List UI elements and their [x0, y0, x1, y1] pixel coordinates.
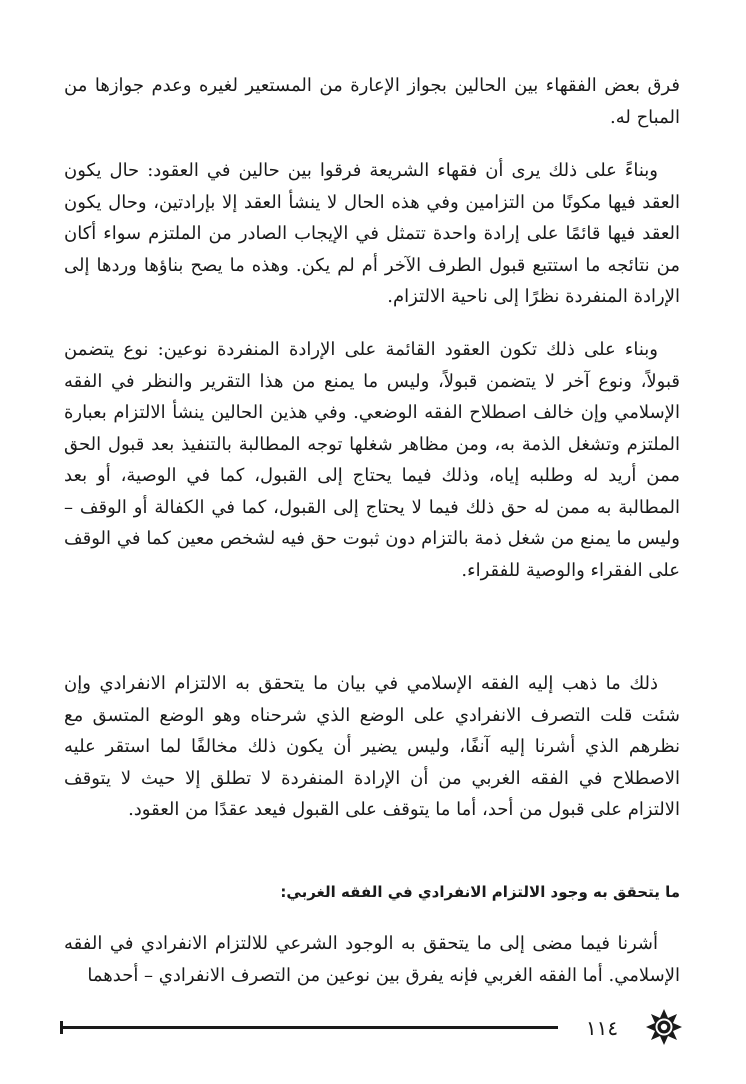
section-heading: ما يتحقق به وجود الالتزام الانفرادي في الفقه الغربي: — [280, 883, 680, 901]
page-number: ١١٤ — [585, 1016, 619, 1040]
paragraph-4-text: ذلك ما ذهب إليه الفقه الإسلامي في بيان ما يتحقق به الالتزام الانفرادي وإن شئت قلت التصرف الانفرادي على الوضع الذي شرحناه وهو الوضع المتسق مع نظرهم الذي أشرنا إليه آنفًا، وليس يضير أن يكون ذلك مخالفًا لما استقر عليه الاصطلاح في الفقه الغربي من أن الإرادة المنفردة لا تطلق إلا حيث لا يتوقف الالتزام على قبول من أحد، أما ما يتوقف على القبول فيعد عقدًا من العقود. — [64, 673, 681, 820]
paragraph-3 — [64, 334, 680, 586]
paragraph-2-text: وبناءً على ذلك يرى أن فقهاء الشريعة فرقوا بين حالين في العقود: حال يكون العقد فيها مكونًا من التزامين وفي هذه الحال لا ينشأ العقد إلا بإرادتين، وحال يكون العقد فيها قائمًا على إرادة واحدة تتمثل في الإيجاب الصادر من الملتزم سواء أكان من نتائجه ما استتبع قبول الطرف الآخر أم لم يكن. وهذه ما يصح بناؤها وردها إلى الإرادة المنفردة نظرًا إلى ناحية الالتزام. — [64, 160, 680, 307]
footer-rule — [60, 1026, 558, 1029]
eight-point-star-ornament-icon — [645, 1008, 683, 1046]
paragraph-1 — [64, 70, 680, 133]
paragraph-4 — [64, 668, 680, 826]
paragraph-1-text: فرق بعض الفقهاء بين الحالين بجواز الإعارة من المستعير لغيره وعدم جوازها من المباح له. — [64, 75, 680, 128]
paragraph-5 — [64, 928, 680, 991]
paragraph-3-text: وبناء على ذلك تكون العقود القائمة على الإرادة المنفردة نوعين: نوع يتضمن قبولاً، ونوع آخر لا يتضمن قبولاً، وليس ما يمنع من هذا التقرير والنظر في الفقه الإسلامي وإن خالف اصطلاح الفقه الوضعي. وفي هذين الحالين ينشأ الالتزام بعبارة الملتزم وتشغل الذمة به، ومن مظاهر شغلها توجه المطالبة بالتنفيذ بعد قبول الحق ممن أريد له وطلبه إياه، وذلك فيما يحتاج إلى القبول، كما في الوصية، أو بعد المطالبة به ممن له حق ذلك فيما لا يحتاج إلى القبول، كما في الكفالة أو الوقف – وليس ما يمنع من شغل ذمة بالتزام دون ثبوت حق فيه لشخص معين كما في الوقف على الفقراء والوصية للفقراء. — [64, 339, 680, 581]
paragraph-5-text: أشرنا فيما مضى إلى ما يتحقق به الوجود الشرعي للالتزام الانفرادي في الفقه الإسلامي. أما الفقه الغربي فإنه يفرق بين نوعين من التصرف الانفرادي – أحدهما — [64, 933, 680, 986]
paragraph-2 — [64, 155, 680, 313]
page-footer — [60, 1008, 686, 1048]
